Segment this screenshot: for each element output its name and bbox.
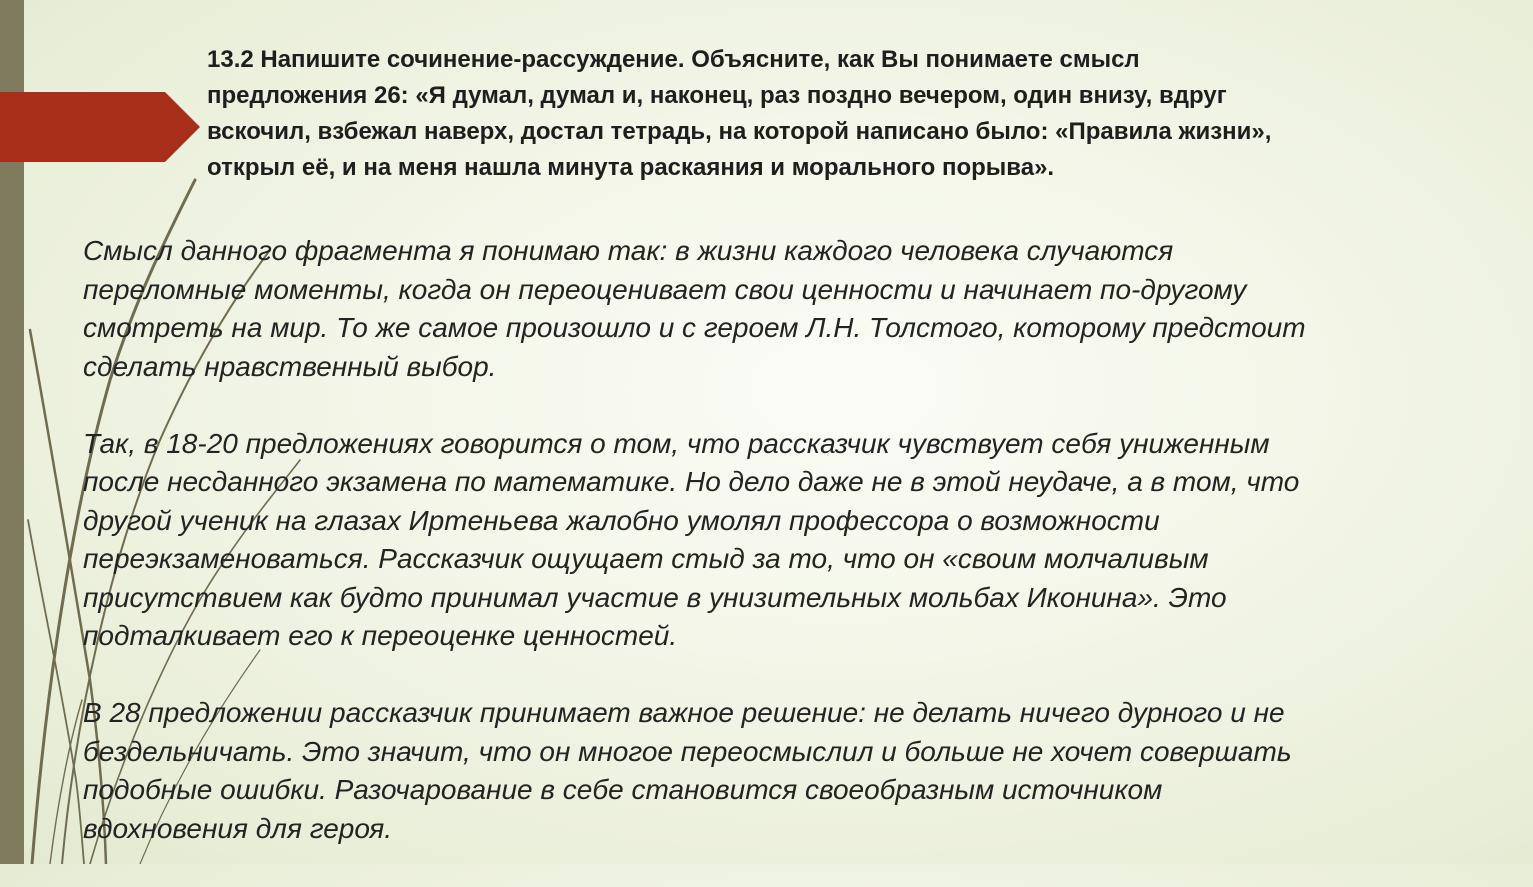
paragraph-line: после несданного экзамена по математике. Но дело даже не в этой неудаче, а в том, что (83, 466, 1300, 497)
heading-line: вскочил, взбежал наверх, достал тетрадь, на которой написано было: «Правила жизни», (207, 118, 1272, 145)
essay-body (83, 232, 1523, 887)
task-heading (207, 42, 1507, 186)
accent-arrow-shape (0, 92, 200, 162)
heading-line: 13.2 Напишите сочинение-рассуждение. Объясните, как Вы понимаете смысл (207, 46, 1140, 73)
heading-line: открыл её, и на меня нашла минута раскаяния и морального порыва». (207, 154, 1055, 181)
paragraph-line: присутствием как будто принимал участие в унизительных мольбах Иконина». Это (83, 581, 1227, 613)
paragraph-line: сделать нравственный выбор. (83, 350, 497, 382)
paragraph-line: переломные моменты, когда он переоценивает свои ценности и начинает по-другому (83, 273, 1247, 305)
paragraph-line: бездельничать. Это значит, что он многое переосмыслил и больше не хочет совершать (83, 735, 1292, 767)
essay-paragraph-3 (83, 694, 1523, 848)
essay-paragraph-1 (83, 232, 1523, 386)
paragraph-line: другой ученик на глазах Иртеньева жалобно умолял профессора о возможности (83, 504, 1160, 536)
paragraph-line: вдохновения для героя. (83, 812, 393, 844)
paragraph-line: Так, в 18-20 предложениях говорится о том, что рассказчик чувствует себя униженным (83, 427, 1270, 459)
paragraph-line: смотреть на мир. То же самое произошло и с героем Л.Н. Толстого, которому предстоит (83, 312, 1306, 343)
heading-line: предложения 26: «Я думал, думал и, наконец, раз поздно вечером, один внизу, вдруг (207, 82, 1227, 109)
paragraph-line: В 28 предложении рассказчик принимает важное решение: не делать ничего дурного и не (83, 697, 1285, 728)
paragraph-line: Смысл данного фрагмента я понимаю так: в жизни каждого человека случаются (83, 235, 1174, 266)
paragraph-line: подобные ошибки. Разочарование в себе становится своеобразным источником (83, 774, 1163, 805)
paragraph-line: переэкзаменоваться. Рассказчик ощущает стыд за то, что он «своим молчаливым (83, 543, 1209, 574)
paragraph-line: подталкивает его к переоценке ценностей. (83, 620, 678, 651)
essay-paragraph-2 (83, 425, 1523, 656)
